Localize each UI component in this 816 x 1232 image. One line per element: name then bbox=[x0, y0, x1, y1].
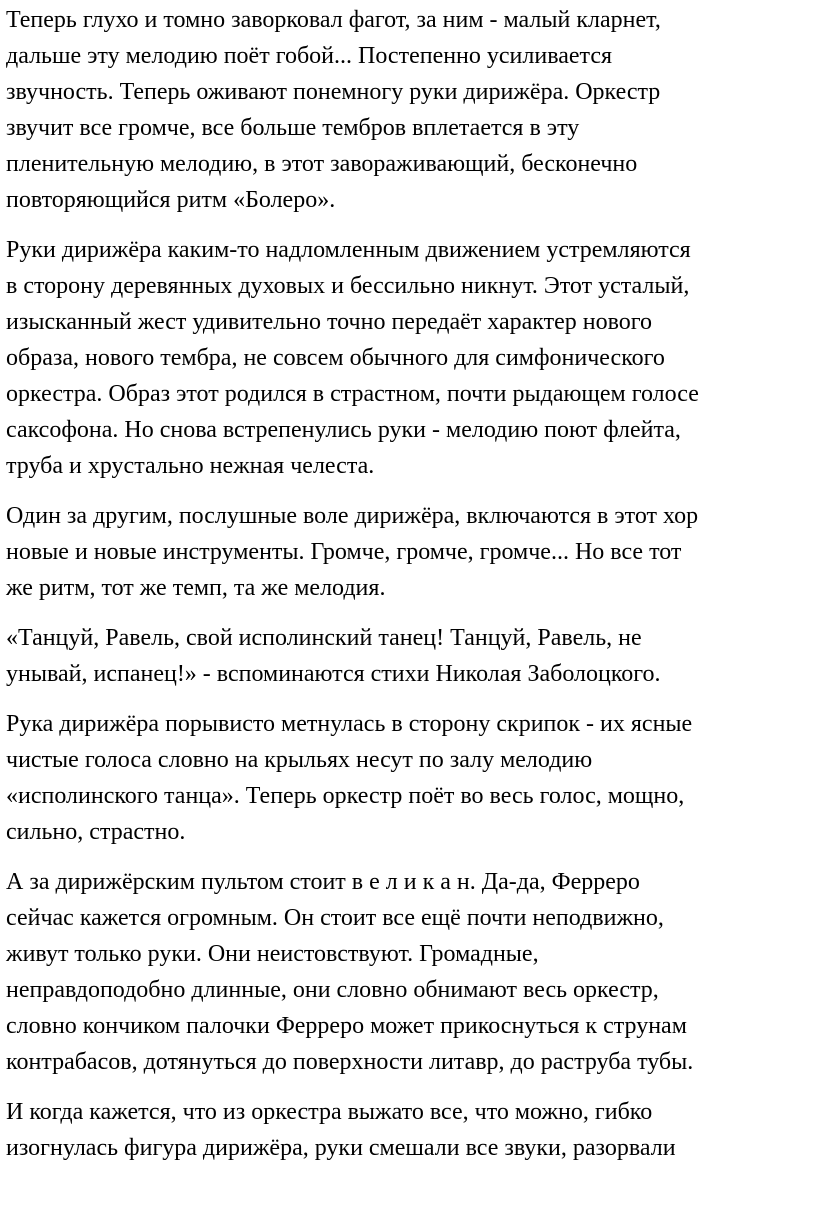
paragraph-3 bbox=[6, 498, 812, 606]
text-line: Теперь глухо и томно заворковал фагот, за ним - малый кларнет, bbox=[6, 7, 661, 33]
text-line: звучит все громче, все больше тембров вплетается в эту bbox=[6, 115, 580, 141]
paragraph-2 bbox=[6, 232, 812, 484]
text-line: новые и новые инструменты. Громче, громче, громче... Но все тот bbox=[6, 539, 682, 565]
text-line: изысканный жест удивительно точно передаёт характер нового bbox=[6, 309, 653, 335]
text-line: унывай, испанец!» - вспоминаются стихи Николая Заболоцкого. bbox=[6, 661, 661, 687]
text-line: повторяющийся ритм «Болеро». bbox=[6, 187, 336, 213]
text-line: дальше эту мелодию поёт гобой... Постепенно усиливается bbox=[6, 43, 613, 69]
paragraph-4 bbox=[6, 620, 812, 692]
text-line: образа, нового тембра, не совсем обычного для симфонического bbox=[6, 345, 665, 371]
paragraph-5 bbox=[6, 706, 812, 850]
text-line: Руки дирижёра каким-то надломленным движением устремляются bbox=[6, 237, 691, 263]
text-line: «Танцуй, Равель, свой исполинский танец! Танцуй, Равель, не bbox=[6, 625, 642, 651]
text-line: живут только руки. Они неистовствуют. Громадные, bbox=[6, 941, 539, 967]
text-line: чистые голоса словно на крыльях несут по залу мелодию bbox=[6, 747, 593, 773]
text-line: изогнулась фигура дирижёра, руки смешали все звуки, разорвали bbox=[6, 1135, 676, 1161]
text-line: оркестра. Образ этот родился в страстном, почти рыдающем голосе bbox=[6, 381, 699, 407]
text-line: пленительную мелодию, в этот завораживающий, бесконечно bbox=[6, 151, 638, 177]
text-line: Рука дирижёра порывисто метнулась в сторону скрипок - их ясные bbox=[6, 711, 693, 737]
text-line: А за дирижёрским пультом стоит в е л и к а н. Да-да, Ферреро bbox=[6, 869, 640, 895]
text-line: же ритм, тот же темп, та же мелодия. bbox=[6, 575, 386, 601]
paragraph-6 bbox=[6, 864, 812, 1080]
document-page bbox=[6, 0, 812, 1180]
text-line: звучность. Теперь оживают понемногу руки дирижёра. Оркестр bbox=[6, 79, 661, 105]
text-line: в сторону деревянных духовых и бессильно никнут. Этот усталый, bbox=[6, 273, 690, 299]
text-line: словно кончиком палочки Ферреро может прикоснуться к струнам bbox=[6, 1013, 687, 1039]
text-line: контрабасов, дотянуться до поверхности литавр, до раструба тубы. bbox=[6, 1049, 694, 1075]
text-line: «исполинского танца». Теперь оркестр поёт во весь голос, мощно, bbox=[6, 783, 685, 809]
text-line: И когда кажется, что из оркестра выжато все, что можно, гибко bbox=[6, 1099, 653, 1125]
text-line: неправдоподобно длинные, они словно обнимают весь оркестр, bbox=[6, 977, 659, 1003]
text-line: Один за другим, послушные воле дирижёра, включаются в этот хор bbox=[6, 503, 699, 529]
text-line: труба и хрустально нежная челеста. bbox=[6, 453, 375, 479]
text-line: сильно, страстно. bbox=[6, 819, 186, 845]
paragraph-7 bbox=[6, 1094, 812, 1166]
text-line: сейчас кажется огромным. Он стоит все ещё почти неподвижно, bbox=[6, 905, 664, 931]
paragraph-1 bbox=[6, 2, 812, 218]
text-line: саксофона. Но снова встрепенулись руки - мелодию поют флейта, bbox=[6, 417, 681, 443]
